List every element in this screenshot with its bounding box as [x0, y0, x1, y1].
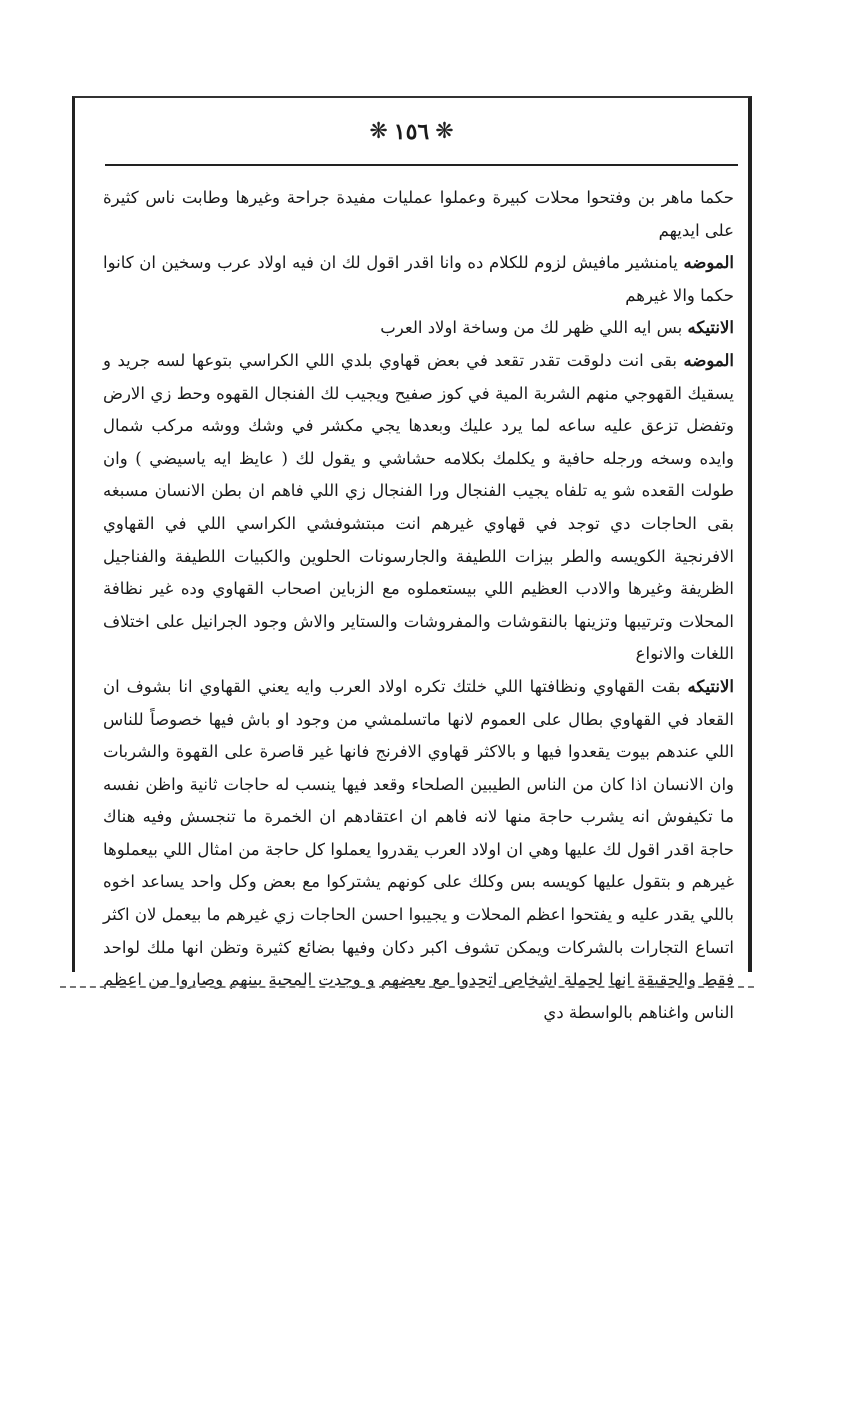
paragraph-3: [103, 312, 734, 345]
paragraph-5: [103, 671, 734, 1030]
body-text: [103, 182, 735, 1022]
paragraph-2: [103, 247, 734, 312]
paragraph-text: يامنشير مافيش لزوم للكلام ده وانا اقدر اقول لك ان فيه اولاد عرب وسخين ان كانوا حكما والا غيرهم: [103, 253, 734, 305]
paragraph-text: بس ايه اللي ظهر لك من وساخة اولاد العرب: [380, 318, 683, 338]
paragraph-text: بقى انت دلوقت تقدر تقعد في بعض قهاوي بلدي اللي الكراسي بتوعها لسه جريد و يسقيك القهوجي منهم الشربة المية في كوز صفيح ويجيب لك الفنجال القهوه وحط زي الارض وتفضل تزعق عليه ساعه لما يرد عليك وبعدها يجي مكشر في وشك ووشه مركب شمال وايده وسخه ورجله حافية و يكلمك بكلامه حشاشي و يقول لك ( عايظ ايه ياسيضي ) وان طولت القعده شو يه تلفاه يجيب الفنجال ورا الفنجال زي اللي فاهم ان بطن الانسان مسبغه بقى الحاجات دي توجد في قهاوي غيرهم انت مبتشوفشي الكراسي اللي في القهاوي الافرنجية الكويسه والطر بيزات اللطيفة والجارسونات الحلوين والكبيات اللطيفة والفناجيل الظريفة وغيرها والادب العظيم اللي بيستعملوه مع الزباين اصحاب القهاوي وده غير نظافة المحلات وترتيبها وتزينها بالنقوشات والمفروشات والستاير والاش وجود الجرانيل على اختلاف اللغات والانواع: [103, 350, 734, 664]
page-frame: [72, 96, 752, 1022]
speaker-name: الانتيكه: [687, 318, 734, 338]
paragraph-text: بقت القهاوي ونظافتها اللي خلتك تكره اولاد العرب وايه يعني القهاوي انا بشوف ان القعاد في القهاوي بطال على العموم لانها ماتسلمشي من وجود او باش فيها خصوصاً للناس اللي عندهم بيوت يقعدوا فيها و بالاكثر قهاوي الافرنج فانها غير قاصرة على القهوة والشربات وان الانسان اذا كان من الناس الطيبين الصلحاء وقعد فيها ينسب له حاجات ثانية واظن نفسه ما تكيفوش انه يشرب حاجة منها لانه فاهم ان اعتقادهم ان الخمرة ما تنجسش وفيه هناك حاجة اقدر اقول لك عليها وهي ان اولاد العرب يقدروا يعملوا كل حاجة من امثال اللي بيعملوها غيرهم و بتقول عليها كويسه بس وكلك على كونهم يشتركوا مع بعض وكل واحد يساعد اخوه باللي يقدر عليه و يفتحوا اعظم المحلات و يجيبوا احسن الحاجات زي غيرهم ما بيعمل لان اكثر اتساع التجارات بالشركات ويمكن تشوف اكبر دكان وفيها بضائع كثيرة وتظن انها ملك لواحد فقط والحقيقة انها لجملة اشخاص اتحدوا مع بعضهم و وجدت المحبة بينهم وصاروا من اعظم الناس واغناهم بالواسطة دي: [103, 676, 734, 1022]
paragraph-text: حكما ماهر بن وفتحوا محلات كبيرة وعملوا عمليات مفيدة جراحة وغيرها وطابت ناس كثيرة على ايديهم: [103, 188, 734, 240]
page-header: [75, 112, 748, 152]
header-rule: [105, 164, 738, 166]
paragraph-4: [103, 345, 734, 671]
speaker-name: الموضه: [683, 253, 734, 273]
page-number: ١٥٦: [393, 119, 430, 145]
speaker-name: الموضه: [683, 350, 735, 370]
ornament-right-icon: ❋: [435, 119, 454, 144]
speaker-name: الانتيكه: [687, 676, 735, 696]
paragraph-1: [103, 182, 734, 247]
bottom-rule: [60, 986, 754, 988]
ornament-left-icon: ❋: [369, 119, 388, 144]
